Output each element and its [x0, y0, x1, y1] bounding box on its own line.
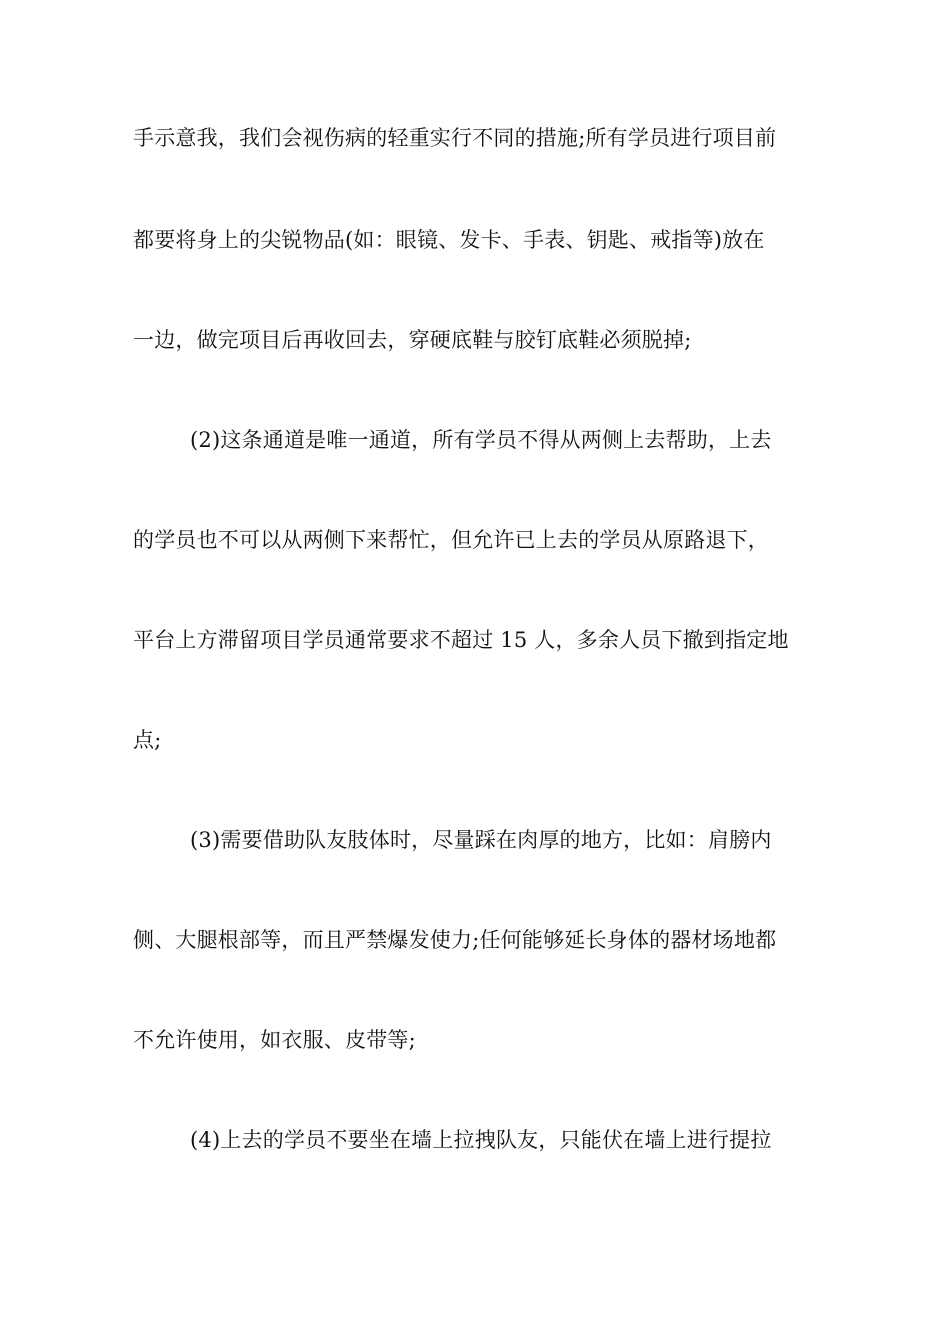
text-line: 手示意我，我们会视伤病的轻重实行不同的措施;所有学员进行项目前	[133, 126, 777, 150]
text-line: 都要将身上的尖锐物品(如：眼镜、发卡、手表、钥匙、戒指等)放在	[133, 228, 765, 252]
text-line: 一边，做完项目后再收回去，穿硬底鞋与胶钉底鞋必须脱掉;	[133, 328, 692, 352]
text-line: 平台上方滞留项目学员通常要求不超过 15 人，多余人员下撤到指定地	[133, 628, 789, 652]
text-line: 的学员也不可以从两侧下来帮忙，但允许已上去的学员从原路退下，	[133, 528, 769, 552]
paragraph-2-first-line: (2)这条通道是唯一通道，所有学员不得从两侧上去帮助，上去	[190, 428, 772, 452]
paragraph-3-first-line: (3)需要借助队友肢体时，尽量踩在肉厚的地方，比如：肩膀内	[190, 828, 772, 852]
text-line: 侧、大腿根部等，而且严禁爆发使力;任何能够延长身体的器材场地都	[133, 928, 777, 952]
paragraph-4-first-line: (4)上去的学员不要坐在墙上拉拽队友，只能伏在墙上进行提拉	[190, 1128, 772, 1152]
text-line: 点;	[133, 728, 162, 752]
text-line: 不允许使用，如衣服、皮带等;	[133, 1028, 416, 1052]
